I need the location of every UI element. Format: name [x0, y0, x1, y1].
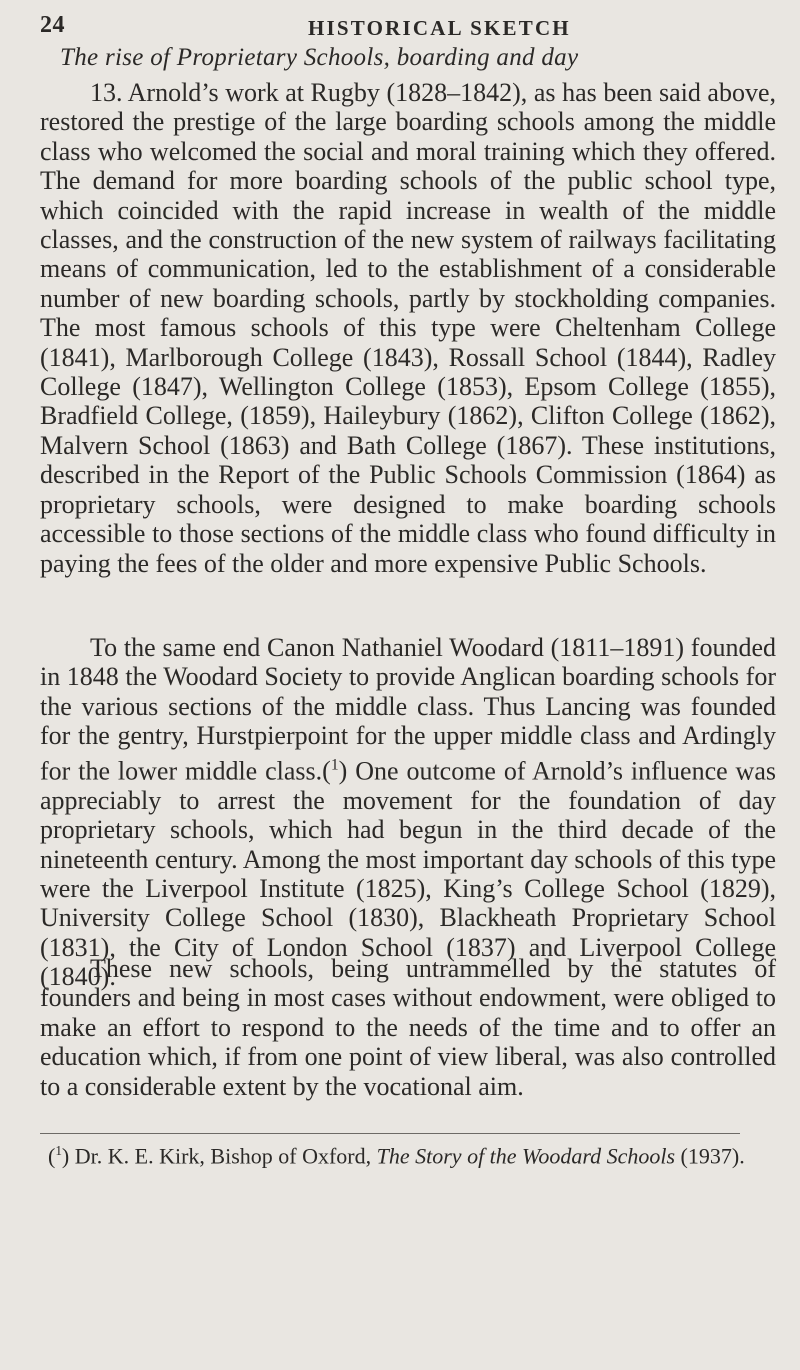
footnote-ref-open: ( — [322, 756, 331, 786]
footnote-ref-mark: 1 — [330, 756, 339, 774]
footnote-text: Dr. K. E. Kirk, Bishop of Oxford, — [69, 1143, 377, 1169]
footnote-divider — [40, 1133, 740, 1134]
paragraph-new-schools: These new schools, being untrammelled by the statutes of founders and being in most cases without endowment, were obliged to make an effort to respond to the needs of the time and to offer an education which, if from one point of view liberal, was also controlled to a considerable extent by the vocational aim. — [40, 954, 776, 1101]
page-number: 24 — [40, 12, 65, 38]
footnote-ref-close: ) — [338, 756, 348, 786]
footnote-mark-close: ) — [61, 1143, 70, 1169]
section-heading: The rise of Proprietary Schools, boarding and day — [60, 44, 579, 71]
footnote-reference[interactable] — [322, 756, 347, 785]
running-head — [40, 12, 780, 46]
paragraph-woodard-text-a: To the same end Canon Nathaniel Woodard (1811–1891) founded in 1848 the Woodard Society to provide Anglican boarding schools for the various sections of the middle class. Thus Lancing was founded for the gentry, Hurstpierpoint for the upper middle class and Ardingly for the lower middle class. — [40, 633, 776, 786]
running-title: HISTORICAL SKETCH — [308, 16, 571, 40]
footnote-mark: 1 — [55, 1143, 62, 1158]
footnote-book-title: The Story of the Woodard Schools — [376, 1143, 676, 1169]
footnote-mark-open: ( — [48, 1143, 56, 1169]
paragraph-13: 13. Arnold’s work at Rugby (1828–1842), as has been said above, restored the prestige of the large boarding schools among the middle class who welcomed the social and moral training which they offered. The demand for more boarding schools of the public school type, which coincided with the rapid increase in wealth of the middle classes, and the construction of the new system of railways facilitating means of communication, led to the establishment of a considerable number of new boarding schools, partly by stockholding companies. The most famous schools of this type were Cheltenham College (1841), Marlborough College (1843), Rossall School (1844), Radley College (1847), Wellington College (1853), Epsom College (1855), Bradfield College, (1859), Haileybury (1862), Clifton College (1862), Malvern School (1863) and Bath College (1867). These institutions, described in the Report of the Public Schools Commission (1864) as proprietary schools, were designed to make boarding schools accessible to those sections of the middle class who found difficulty in paying the fees of the older and more expensive Public Schools. — [40, 78, 776, 578]
footnote — [40, 1139, 770, 1168]
footnote-year: (1937). — [675, 1143, 745, 1169]
paragraph-woodard-text-b: One outcome of Arnold’s influence was appreciably to arrest the movement for the foundation of day proprietary schools, which had begun in the third decade of the nineteenth century. Among the most important day schools of this type were the Liverpool Institute (1825), King’s College School (1829), University College School (1830), Blackheath Proprietary School (1831), the City of London School (1837) and Liverpool College (1840). — [40, 756, 776, 992]
paragraph-woodard — [40, 633, 776, 992]
